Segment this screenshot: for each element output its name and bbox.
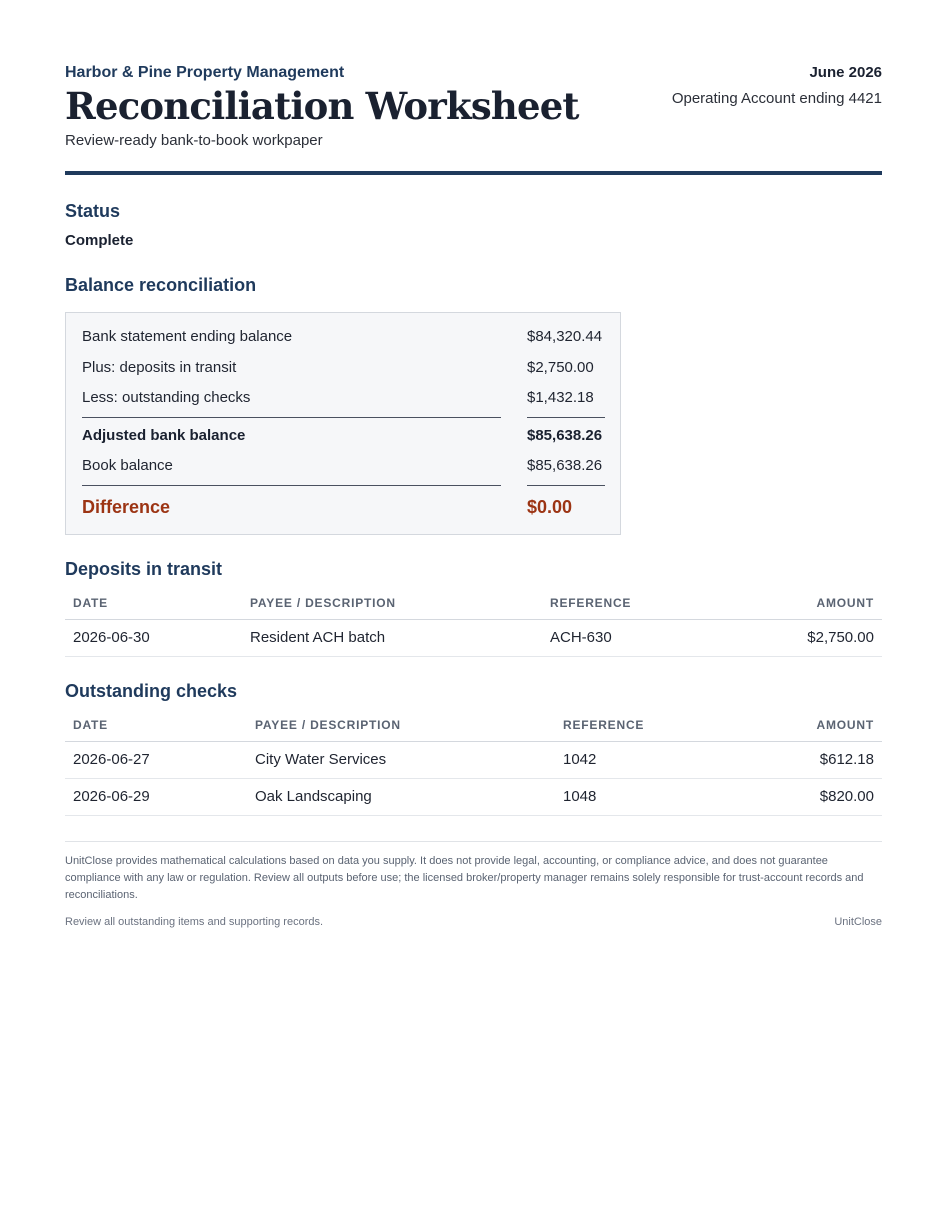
- cell-payee: City Water Services: [247, 741, 555, 778]
- cell-date: 2026-06-29: [65, 778, 247, 815]
- cell-date: 2026-06-27: [65, 741, 247, 778]
- status-heading: Status: [65, 201, 121, 221]
- book-balance-amount: $85,638.26: [527, 457, 603, 474]
- worksheet-page: [65, 62, 882, 928]
- total-rule-left: [82, 485, 501, 486]
- footer-divider: [65, 841, 882, 842]
- period-label: June 2026: [809, 64, 882, 81]
- page-title: Reconciliation Worksheet: [65, 84, 579, 128]
- bank-ending-amount: $84,320.44: [527, 328, 603, 345]
- footer-brand: UnitClose: [834, 916, 882, 928]
- cell-amount: $820.00: [725, 778, 882, 815]
- cell-payee: Oak Landscaping: [247, 778, 555, 815]
- total-rule-right: [527, 485, 605, 486]
- bank-ending-row: [82, 328, 604, 348]
- outstanding-checks-label: Less: outstanding checks: [82, 389, 251, 406]
- table-row: [65, 619, 882, 656]
- deposits-table: [65, 587, 882, 657]
- subtotal-rule-left: [82, 417, 501, 418]
- subtotal-rule-right: [527, 417, 605, 418]
- deposits-header-row: [65, 587, 882, 619]
- outstanding-checks-row: [82, 389, 604, 409]
- col-reference: REFERENCE: [555, 709, 725, 741]
- checks-header-row: [65, 709, 882, 741]
- reconciliation-heading: Balance reconciliation: [65, 275, 257, 295]
- deposits-heading: Deposits in transit: [65, 559, 223, 579]
- page-subtitle: Review-ready bank-to-book workpaper: [65, 132, 323, 149]
- col-reference: REFERENCE: [542, 587, 722, 619]
- table-row: [65, 778, 882, 815]
- cell-amount: $2,750.00: [722, 619, 882, 656]
- checks-heading: Outstanding checks: [65, 681, 238, 701]
- difference-amount: $0.00: [527, 497, 573, 517]
- deposits-in-transit-label: Plus: deposits in transit: [82, 359, 237, 376]
- cell-date: 2026-06-30: [65, 619, 242, 656]
- table-row: [65, 741, 882, 778]
- adjusted-bank-row: [82, 427, 604, 447]
- col-payee: PAYEE / DESCRIPTION: [242, 587, 542, 619]
- adjusted-bank-amount: $85,638.26: [527, 427, 603, 444]
- book-balance-row: [82, 457, 604, 477]
- company-name: Harbor & Pine Property Management: [65, 64, 345, 81]
- difference-label: Difference: [82, 497, 171, 517]
- adjusted-bank-label: Adjusted bank balance: [82, 427, 246, 444]
- cell-amount: $612.18: [725, 741, 882, 778]
- account-label: Operating Account ending 4421: [671, 90, 882, 107]
- cell-reference: 1042: [555, 741, 725, 778]
- deposits-in-transit-amount: $2,750.00: [527, 359, 594, 376]
- cell-reference: 1048: [555, 778, 725, 815]
- book-balance-label: Book balance: [82, 457, 173, 474]
- outstanding-checks-amount: $1,432.18: [527, 389, 594, 406]
- reconciliation-summary-box: [65, 312, 621, 535]
- checks-table: [65, 709, 882, 816]
- footer-note: Review all outstanding items and supporting records.: [65, 916, 324, 928]
- col-payee: PAYEE / DESCRIPTION: [247, 709, 555, 741]
- cell-reference: ACH-630: [542, 619, 722, 656]
- col-date: DATE: [65, 587, 242, 619]
- col-amount: AMOUNT: [722, 587, 882, 619]
- document-header: [65, 62, 882, 175]
- difference-row: [82, 497, 604, 517]
- footer-disclaimer: UnitClose provides mathematical calculations based on data you supply. It does not provide legal, accounting, or compliance advice, and does not guarantee compliance with any law or regulation. Review all outputs before use; the licensed broker/property manager remains solely responsible for trust-account records and reconciliations.: [65, 855, 864, 901]
- bank-ending-label: Bank statement ending balance: [82, 328, 293, 345]
- status-value: Complete: [65, 232, 134, 249]
- col-amount: AMOUNT: [725, 709, 882, 741]
- cell-payee: Resident ACH batch: [242, 619, 542, 656]
- col-date: DATE: [65, 709, 247, 741]
- deposits-in-transit-row: [82, 359, 604, 379]
